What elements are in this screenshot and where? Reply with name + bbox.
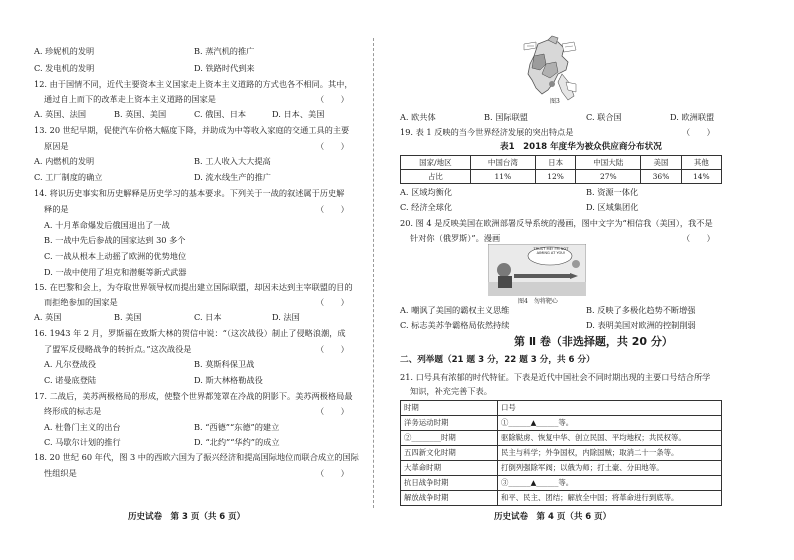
section2-title: 二、列举题（21 题 3 分，22 题 3 分，共 6 分）: [400, 355, 595, 365]
q20-option-b: B. 反映了多极化趋势不断增强: [586, 305, 696, 315]
q20-text-line2: 针对你（俄罗斯）”。漫画: [410, 233, 501, 243]
q14-text-line1: 14. 将识历史事实和历史解释是历史学习的基本要求。下列关于一战的叙述属于历史解: [34, 188, 345, 198]
q15-option-a: A. 英国: [34, 312, 62, 322]
map-caption: 图3: [550, 98, 560, 105]
q20-text-line1: 20. 图 4 是反映美国在欧洲部署反导系统的漫画，图中文字为“相信我（美国），我不是: [400, 218, 713, 228]
table2-period: 洋务运动时期: [401, 416, 498, 431]
q13-text-line1: 13. 20 世纪早期，促使汽车价格大幅度下降，并助成为中等收入家庭的交通工具的主要: [34, 125, 350, 135]
table2-period: ②________时期: [401, 431, 498, 446]
q13-answer-paren: （ ）: [316, 141, 349, 151]
table1-title: 表1 2018 年度华为被众供应商分布状况: [500, 142, 662, 152]
page-footer-left: 历史试卷 第 3 页（共 6 页）: [128, 512, 246, 522]
page-footer-right: 历史试卷 第 4 页（共 6 页）: [494, 512, 612, 522]
table1-header-cell: 美国: [641, 156, 681, 170]
q16-text-line1: 16. 1943 年 2 月，罗斯福在致斯大林的贺信中说：“（这次战役）制止了侵略浪潮，成: [34, 328, 346, 338]
cartoon-caption: 图4 勿将靶心: [518, 298, 558, 305]
cartoon-speech-bubble: TRUST ME! I'M NOT AIMING AT YOU!: [533, 247, 569, 255]
q19-option-c: C. 经济全球化: [400, 202, 453, 212]
q17-option-c: C. 马歇尔计划的推行: [44, 437, 121, 447]
table2-slogan: 打倒列强除军阀；以俄为师；打土豪、分田地等。: [498, 461, 722, 476]
q14-text-line2: 释的是: [44, 204, 69, 214]
q13-option-b: B. 工人收入大大提高: [194, 156, 271, 166]
q19-option-d: D. 区域集团化: [586, 202, 639, 212]
table2-row: [401, 416, 722, 431]
q12-option-d: D. 日本、美国: [272, 109, 325, 119]
q19-option-b: B. 资源一体化: [586, 187, 639, 197]
page-divider: [373, 38, 374, 508]
table2-slogan: ③______▲______等。: [498, 476, 722, 491]
table1-cell: 12%: [535, 170, 575, 184]
q13-option-c: C. 工厂制度的确立: [34, 172, 103, 182]
q12-text-line1: 12. 由于国情不同，近代主要资本主义国家走上资本主义道路的方式也各不相同。其中，: [34, 79, 353, 89]
q15-option-c: C. 日本: [194, 312, 222, 322]
q19-answer-paren: （ ）: [682, 127, 715, 137]
q16-option-d: D. 斯大林格勒战役: [194, 375, 263, 385]
table2-row: [401, 491, 722, 506]
q17-answer-paren: （ ）: [316, 406, 349, 416]
q15-text-line1: 15. 在巴黎和会上，为夺取世界领导权而提出建立国际联盟，却因未达到主宰联盟的目的: [34, 282, 353, 292]
table1-cell: 11%: [470, 170, 535, 184]
table2-period: 解放战争时期: [401, 491, 498, 506]
table2-header-period: 时期: [401, 401, 498, 416]
table2-row: [401, 431, 722, 446]
q21-text-line1: 21. 口号具有浓郁的时代特征。下表是近代中国社会不同时期出现的主要口号结合所学: [400, 372, 711, 382]
q17-text-line2: 终形成的标志是: [44, 406, 102, 416]
q17-option-b: B. “西德”“东德”的建立: [194, 422, 280, 432]
q16-answer-paren: （ ）: [316, 344, 349, 354]
q18-option-a: A. 欧共体: [400, 112, 436, 122]
table2-period: 抗日战争时期: [401, 476, 498, 491]
table1: [400, 155, 722, 184]
q11-option-d: D. 铁路时代到来: [194, 63, 255, 73]
part2-title: 第 Ⅱ 卷（非选择题，共 20 分）: [514, 335, 673, 348]
q18-option-d: D. 欧洲联盟: [670, 112, 715, 122]
q13-option-d: D. 流水线生产的推广: [194, 172, 271, 182]
table2-slogan: 和平、民主、团结；解放全中国；将革命进行到底等。: [498, 491, 722, 506]
q16-option-b: B. 莫斯科保卫战: [194, 359, 255, 369]
q13-text-line2: 原因是: [44, 141, 69, 151]
q14-option-b: B. 一战中先后参战的国家达到 30 多个: [44, 235, 186, 245]
q15-answer-paren: （ ）: [316, 297, 349, 307]
q21-text-line2: 知识，补充完善下表。: [410, 386, 492, 396]
table1-cell: 36%: [641, 170, 681, 184]
table2-slogan: 民主与科学；外争国权，内除国贼；取消二十一条等。: [498, 446, 722, 461]
q12-text-line2: 通过自上而下的改革走上资本主义道路的国家是: [44, 94, 216, 104]
right-page: [390, 0, 794, 560]
q16-option-c: C. 诺曼底登陆: [44, 375, 97, 385]
table1-row: [401, 170, 722, 184]
q13-option-a: A. 内燃机的发明: [34, 156, 95, 166]
q12-option-b: B. 英国、美国: [114, 109, 167, 119]
q19-text-line1: 19. 表 1 反映的当今世界经济发展的突出特点是: [400, 127, 574, 137]
q12-option-a: A. 英国、法国: [34, 109, 87, 119]
table1-row-label: 占比: [401, 170, 471, 184]
q15-option-b: B. 美国: [114, 312, 142, 322]
table2-slogan: ①______▲______等。: [498, 416, 722, 431]
q15-option-d: D. 法国: [272, 312, 300, 322]
q17-text-line1: 17. 二战后，美苏两极格局的形成，使整个世界都笼罩在冷战的阴影下。美苏两极格局最: [34, 391, 353, 401]
q12-answer-paren: （ ）: [316, 94, 349, 104]
q16-text-line2: 了盟军反侵略战争的转折点。”这次战役是: [44, 344, 192, 354]
table2-row: [401, 446, 722, 461]
q17-option-d: D. “北约”“华约”的成立: [194, 437, 280, 447]
table2-header-row: [401, 401, 722, 416]
q14-option-c: C. 一战从根本上动摇了欧洲的优势地位: [44, 251, 187, 261]
q16-option-a: A. 凡尔登战役: [44, 359, 97, 369]
table2-row: [401, 476, 722, 491]
table1-cell: 14%: [681, 170, 721, 184]
table1-header-row: [401, 156, 722, 170]
q15-text-line2: 而拒绝参加的国家是: [44, 297, 118, 307]
q18-text-line2: 性组织是: [44, 468, 77, 478]
q20-answer-paren: （ ）: [682, 233, 715, 243]
table2-row: [401, 461, 722, 476]
q19-option-a: A. 区域均衡化: [400, 187, 453, 197]
table1-header-cell: 中国大陆: [576, 156, 641, 170]
europe-map-figure: [518, 34, 582, 108]
table1-cell: 27%: [576, 170, 641, 184]
q14-option-d: D. 一战中使用了坦克和潜艇等新式武器: [44, 267, 187, 277]
table2-header-slogan: 口号: [498, 401, 722, 416]
table1-header-cell: 其他: [681, 156, 721, 170]
q14-answer-paren: （ ）: [316, 204, 349, 214]
q17-option-a: A. 杜鲁门主义的出台: [44, 422, 121, 432]
table2: [400, 400, 722, 506]
q11-option-c: C. 发电机的发明: [34, 63, 95, 73]
q20-option-a: A. 嘲讽了美国的霸权主义思维: [400, 305, 510, 315]
table2-slogan: 驱除鞑虏、恢复中华、创立民国、平均地权；共民权等。: [498, 431, 722, 446]
left-page: [0, 0, 382, 560]
q11-option-a: A. 珍妮机的发明: [34, 46, 95, 56]
table2-period: 大革命时期: [401, 461, 498, 476]
q14-option-a: A. 十月革命爆发后俄国退出了一战: [44, 220, 170, 230]
q12-option-c: C. 俄国、日本: [194, 109, 247, 119]
q18-answer-paren: （ ）: [316, 468, 349, 478]
table2-period: 五四新文化时期: [401, 446, 498, 461]
q18-option-c: C. 联合国: [586, 112, 622, 122]
q20-option-d: D. 表明美国对欧洲的控制削弱: [586, 320, 696, 330]
q18-text-line1: 18. 20 世纪 60 年代，图 3 中的西欧六国为了振兴经济和提高国际地位而联合成立的国际: [34, 452, 359, 462]
q18-option-b: B. 国际联盟: [484, 112, 528, 122]
table1-header-cell: 国家/地区: [401, 156, 471, 170]
q11-option-b: B. 蒸汽机的推广: [194, 46, 255, 56]
q20-option-c: C. 标志美苏争霸格局依然持续: [400, 320, 510, 330]
table1-header-cell: 中国台湾: [470, 156, 535, 170]
table1-header-cell: 日本: [535, 156, 575, 170]
